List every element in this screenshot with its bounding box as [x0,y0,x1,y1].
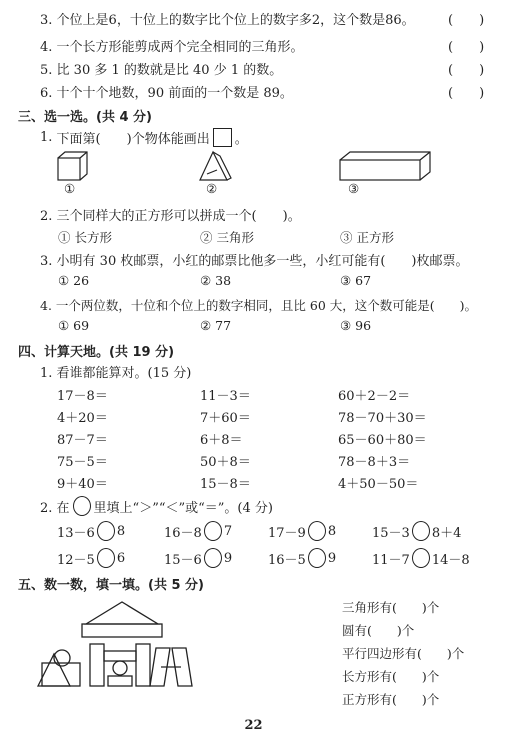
option-label[interactable]: ② 三角形 [200,230,254,245]
option-label[interactable]: ② [206,181,218,196]
answer-paren[interactable]: ( ) [448,40,485,55]
calc-expr[interactable]: 50＋8＝ [200,455,251,470]
choose-q2: 2. 三个同样大的正方形可以拼成一个( )。 [40,209,301,224]
answer-paren[interactable]: ( ) [448,86,485,101]
beam-rectangle [82,624,162,637]
judge-item-6: 6. 十个十个地数，90 前面的一个数是 89。 [40,86,293,101]
count-triangle[interactable]: 三角形有( )个 [342,600,440,615]
compare-circle[interactable] [308,521,326,541]
answer-paren[interactable]: ( ) [448,63,485,78]
answer-paren[interactable]: ( ) [448,13,485,28]
calc-q2-title: 2. 在 里填上“＞”“＜”或“＝”。(4 分) [40,496,273,516]
compare-circle[interactable] [204,548,222,568]
choose-q3: 3. 小明有 30 枚邮票，小红的邮票比他多一些，小红可能有( )枚邮票。 [40,254,469,269]
calc-expr[interactable]: 4＋20＝ [57,411,108,426]
calc-expr[interactable]: 11－3＝ [200,389,251,404]
option-label[interactable]: ① 69 [58,318,90,333]
option-label[interactable]: ③ 67 [340,273,372,288]
roof-triangle [86,602,158,624]
block-figure [36,596,196,698]
calc-expr[interactable]: 6＋8＝ [200,433,243,448]
calc-expr[interactable]: 15－8＝ [200,477,251,492]
mid-base [108,676,132,686]
option-label[interactable]: ③ 正方形 [340,230,394,245]
compare-item: 15－3 8＋4 [372,521,461,541]
left-column [90,644,104,686]
option-label[interactable]: ② 77 [200,318,232,333]
calc-expr[interactable]: 87－7＝ [57,433,108,448]
circle-blank-icon [73,496,91,516]
square-outline-icon [213,128,232,147]
option-label[interactable]: ② 38 [200,273,232,288]
cube-icon [58,152,87,180]
option-label[interactable]: ③ 96 [340,318,372,333]
count-rectangle[interactable]: 长方形有( )个 [342,669,440,684]
compare-circle[interactable] [97,521,115,541]
right-column [136,644,150,686]
option-label[interactable]: ① [64,181,76,196]
calc-expr[interactable]: 78－8＋3＝ [338,455,411,470]
calc-expr[interactable]: 75－5＝ [57,455,108,470]
compare-item: 15－6 9 [164,548,232,568]
section-title-count: 五、数一数，填一填。(共 5 分) [18,578,204,593]
compare-circle[interactable] [308,548,326,568]
option-label[interactable]: ① 26 [58,273,90,288]
calc-expr[interactable]: 4＋50－50＝ [338,477,419,492]
mid-beam [104,651,136,661]
option-label[interactable]: ③ [348,181,360,196]
calc-expr[interactable]: 7＋60＝ [200,411,251,426]
calc-expr[interactable]: 9＋40＝ [57,477,108,492]
calc-expr[interactable]: 60＋2－2＝ [338,389,411,404]
compare-circle[interactable] [412,521,430,541]
compare-item: 16－8 7 [164,521,232,541]
section-title-choose: 三、选一选。(共 4 分) [18,110,152,125]
judge-item-3: 3. 个位上是6，十位上的数字比个位上的数字多2，这个数是86。 [40,13,415,28]
compare-circle[interactable] [412,548,430,568]
judge-item-4: 4. 一个长方形能剪成两个完全相同的三角形。 [40,40,304,55]
mid-circle [113,661,127,675]
option-label[interactable]: ① 长方形 [58,230,112,245]
choose-q1: 1. 下面第( )个物体能画出 。 [40,130,248,147]
count-circle[interactable]: 圆有( )个 [342,623,415,638]
section-title-calc: 四、计算天地。(共 19 分) [18,345,175,360]
choose-q4: 4. 一个两位数，十位和个位上的数字相同，且比 60 大，这个数可能是( )。 [40,298,478,313]
compare-item: 16－5 9 [268,548,336,568]
compare-circle[interactable] [97,548,115,568]
compare-item: 17－9 8 [268,521,336,541]
compare-item: 11－7 14－8 [372,548,470,568]
compare-circle[interactable] [204,521,222,541]
count-parallelogram[interactable]: 平行四边形有( )个 [342,646,465,661]
judge-item-5: 5. 比 30 多 1 的数就是比 40 少 1 的数。 [40,63,283,78]
compare-item: 12－5 6 [57,548,125,568]
triangular-prism-icon [200,152,231,180]
calc-q1-title: 1. 看谁都能算对。(15 分) [40,366,192,381]
solid-figures [55,150,455,200]
cuboid-icon [340,152,430,180]
calc-expr[interactable]: 17－8＝ [57,389,108,404]
page-number: 22 [244,718,263,733]
compare-item: 13－6 8 [57,521,125,541]
calc-expr[interactable]: 65－60＋80＝ [338,433,427,448]
calc-expr[interactable]: 78－70＋30＝ [338,411,427,426]
count-square[interactable]: 正方形有( )个 [342,692,440,707]
